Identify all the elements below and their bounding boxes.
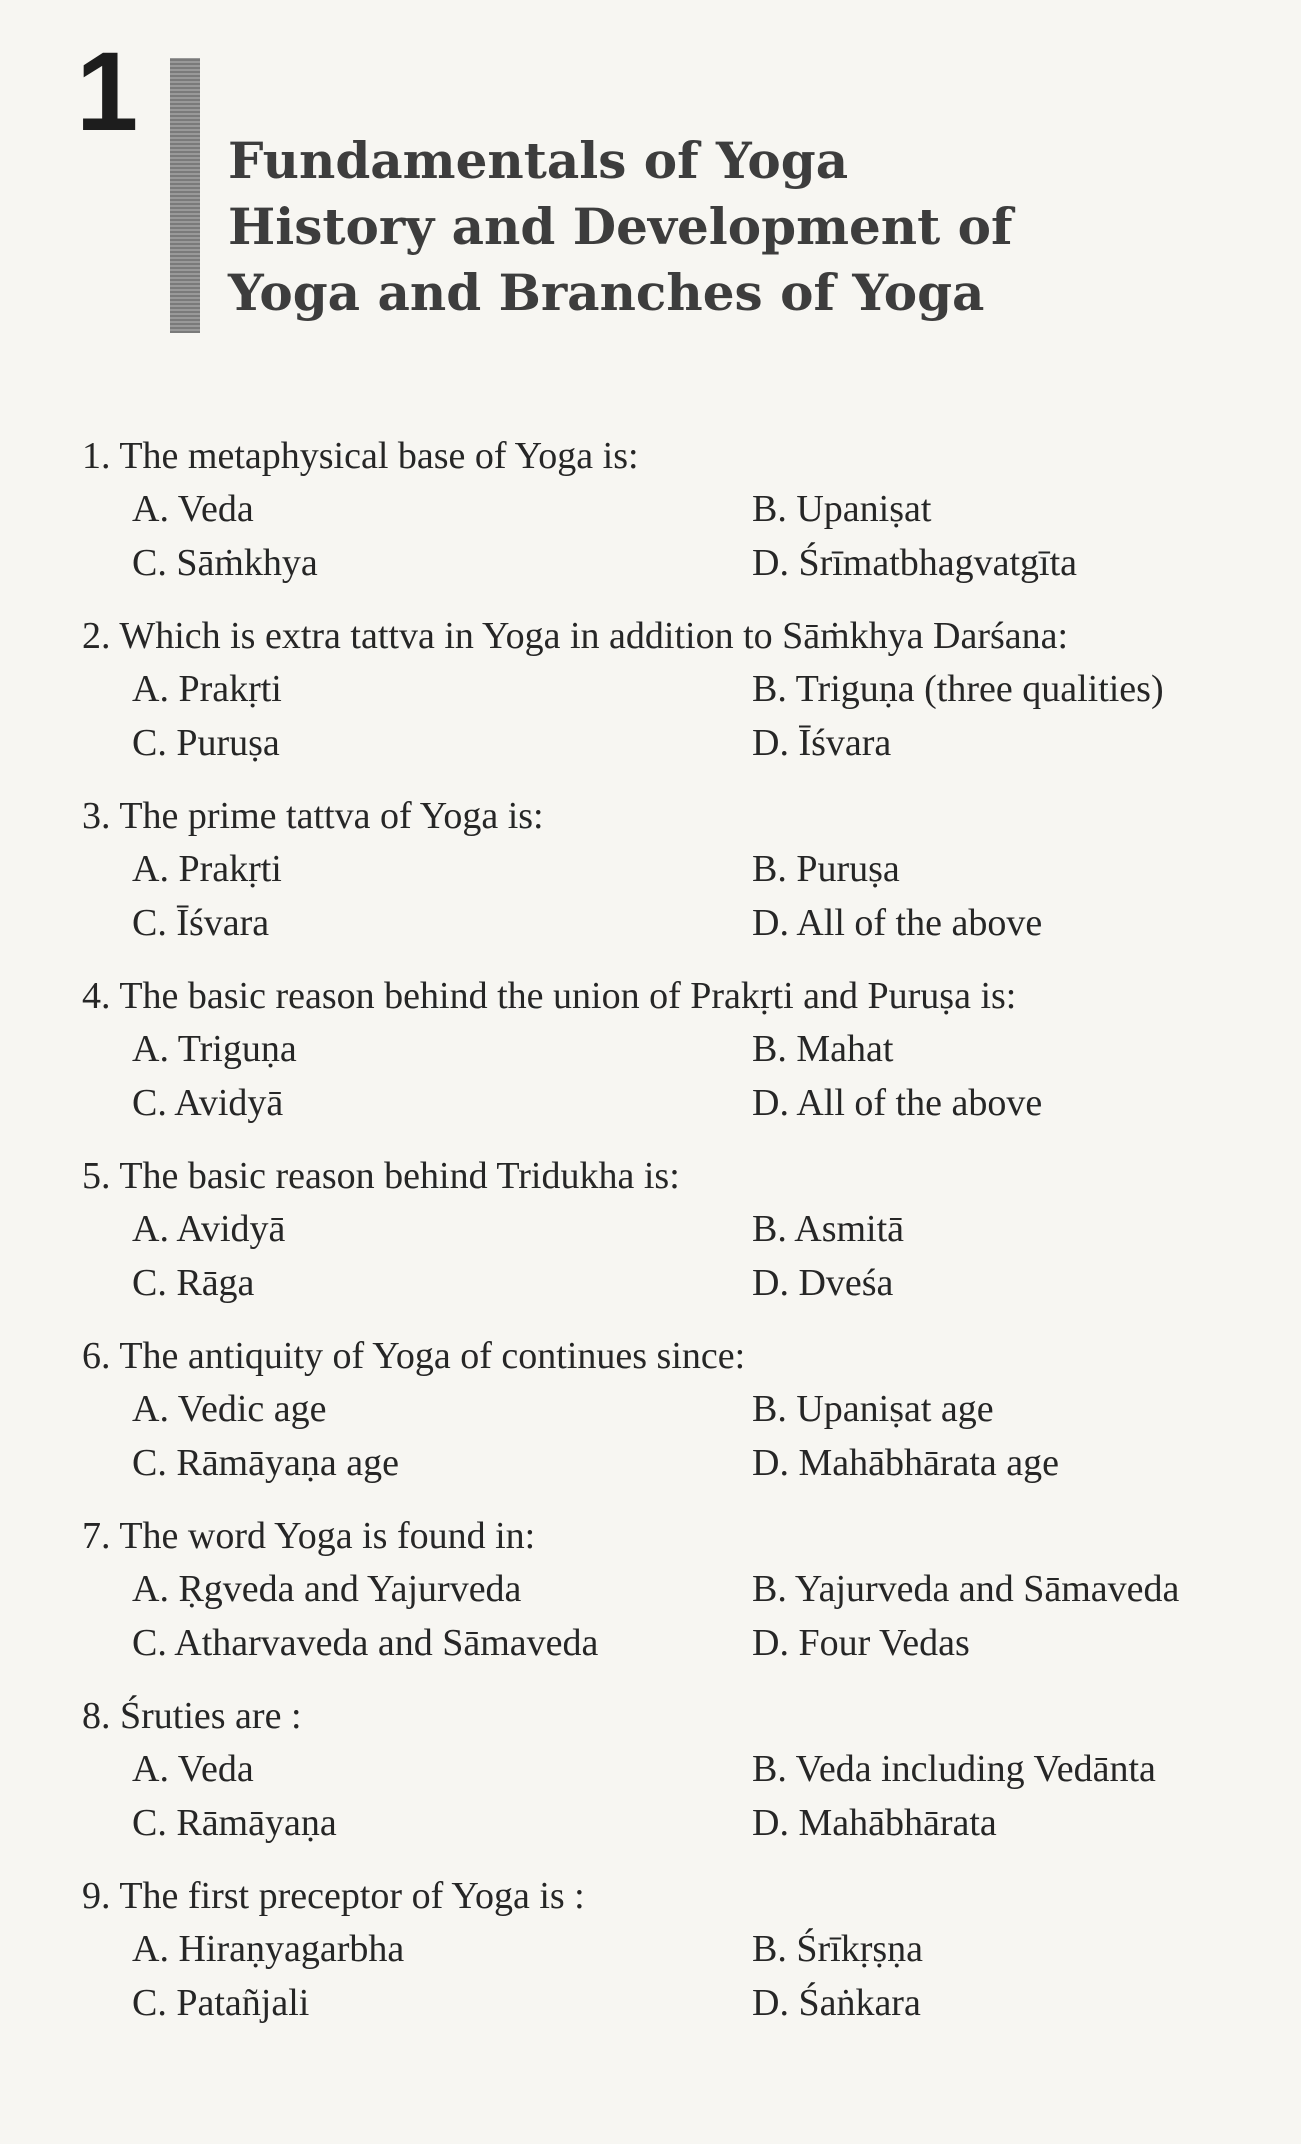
question-text: Śruties are : xyxy=(120,1695,302,1737)
option-d: D. All of the above xyxy=(752,902,1043,944)
question-text: The metaphysical base of Yoga is: xyxy=(119,435,639,477)
option-b: B. Veda including Vedānta xyxy=(752,1748,1156,1790)
question-item xyxy=(0,1510,1301,1670)
question-stem xyxy=(82,970,1301,1022)
question-number: 7. xyxy=(82,1515,111,1557)
question-number: 6. xyxy=(82,1335,111,1377)
question-item xyxy=(0,1870,1301,2030)
chapter-title-line: History and Development of xyxy=(228,197,1013,256)
option-d: D. Mahābhārata xyxy=(752,1802,997,1844)
option-a: A. Vedic age xyxy=(132,1388,327,1430)
question-text: The prime tattva of Yoga is: xyxy=(119,795,544,837)
option-c: C. Sāṁkhya xyxy=(132,542,318,584)
option-c: C. Puruṣa xyxy=(132,722,280,764)
option-d: D. Four Vedas xyxy=(752,1622,970,1664)
options-grid xyxy=(132,662,1301,770)
question-text: Which is extra tattva in Yoga in addition to Sāṁkhya Darśana: xyxy=(119,615,1069,657)
question-stem xyxy=(82,1510,1301,1562)
option-c: C. Rāmāyaṇa xyxy=(132,1802,337,1844)
question-item xyxy=(0,1150,1301,1310)
question-text: The antiquity of Yoga of continues since: xyxy=(119,1335,746,1377)
option-c: C. Atharvaveda and Sāmaveda xyxy=(132,1622,599,1664)
option-a: A. Hiraṇyagarbha xyxy=(132,1928,405,1970)
option-c: C. Patañjali xyxy=(132,1982,310,2024)
question-item xyxy=(0,610,1301,770)
chapter-title xyxy=(228,128,1013,326)
question-text: The basic reason behind Tridukha is: xyxy=(119,1155,680,1197)
question-number: 3. xyxy=(82,795,111,837)
chapter-number: 1 xyxy=(76,29,139,154)
question-stem xyxy=(82,1150,1301,1202)
option-b: B. Puruṣa xyxy=(752,848,900,890)
option-a: A. Ṛgveda and Yajurveda xyxy=(132,1568,522,1610)
options-grid xyxy=(132,482,1301,590)
question-item xyxy=(0,790,1301,950)
question-item xyxy=(0,1330,1301,1490)
option-b: B. Śrīkṛṣṇa xyxy=(752,1928,923,1970)
options-grid xyxy=(132,1742,1301,1850)
question-number: 9. xyxy=(82,1875,111,1917)
option-b: B. Upaniṣat age xyxy=(752,1388,994,1430)
question-number: 4. xyxy=(82,975,111,1017)
option-a: A. Prakṛti xyxy=(132,848,282,890)
question-stem xyxy=(82,790,1301,842)
option-d: D. Śrīmatbhagvatgīta xyxy=(752,542,1078,584)
question-stem xyxy=(82,430,1301,482)
option-b: B. Yajurveda and Sāmaveda xyxy=(752,1568,1180,1610)
question-number: 2. xyxy=(82,615,111,657)
option-a: A. Prakṛti xyxy=(132,668,282,710)
option-d: D. All of the above xyxy=(752,1082,1043,1124)
option-c: C. Rāmāyaṇa age xyxy=(132,1442,399,1484)
option-c: C. Rāga xyxy=(132,1262,255,1304)
question-stem xyxy=(82,1690,1301,1742)
options-grid xyxy=(132,1562,1301,1670)
option-b: B. Upaniṣat xyxy=(752,488,932,530)
option-a: A. Avidyā xyxy=(132,1208,286,1250)
question-text: The word Yoga is found in: xyxy=(119,1515,536,1557)
question-text: The basic reason behind the union of Prakṛti and Puruṣa is: xyxy=(119,975,1017,1017)
options-grid xyxy=(132,1382,1301,1490)
option-a: A. Veda xyxy=(132,488,254,530)
options-grid xyxy=(132,1922,1301,2030)
options-grid xyxy=(132,842,1301,950)
question-number: 1. xyxy=(82,435,111,477)
option-b: B. Triguṇa (three qualities) xyxy=(752,668,1164,710)
options-grid xyxy=(132,1202,1301,1310)
question-text: The first preceptor of Yoga is : xyxy=(119,1875,585,1917)
question-item xyxy=(0,430,1301,590)
option-c: C. Avidyā xyxy=(132,1082,284,1124)
question-number: 5. xyxy=(82,1155,111,1197)
question-stem xyxy=(82,610,1301,662)
option-b: B. Mahat xyxy=(752,1028,894,1070)
option-b: B. Asmitā xyxy=(752,1208,905,1250)
question-stem xyxy=(82,1330,1301,1382)
chapter-title-line: Fundamentals of Yoga xyxy=(228,131,849,190)
chapter-title-line: Yoga and Branches of Yoga xyxy=(228,263,985,322)
question-item xyxy=(0,1690,1301,1850)
question-number: 8. xyxy=(82,1695,111,1737)
question-item xyxy=(0,970,1301,1130)
option-d: D. Īśvara xyxy=(752,722,892,764)
question-stem xyxy=(82,1870,1301,1922)
question-list xyxy=(0,430,1301,2050)
option-d: D. Mahābhārata age xyxy=(752,1442,1060,1484)
options-grid xyxy=(132,1022,1301,1130)
option-a: A. Triguṇa xyxy=(132,1028,297,1070)
option-d: D. Śaṅkara xyxy=(752,1982,921,2024)
chapter-bar xyxy=(170,58,200,333)
option-a: A. Veda xyxy=(132,1748,254,1790)
option-d: D. Dveśa xyxy=(752,1262,894,1304)
option-c: C. Īśvara xyxy=(132,902,270,944)
